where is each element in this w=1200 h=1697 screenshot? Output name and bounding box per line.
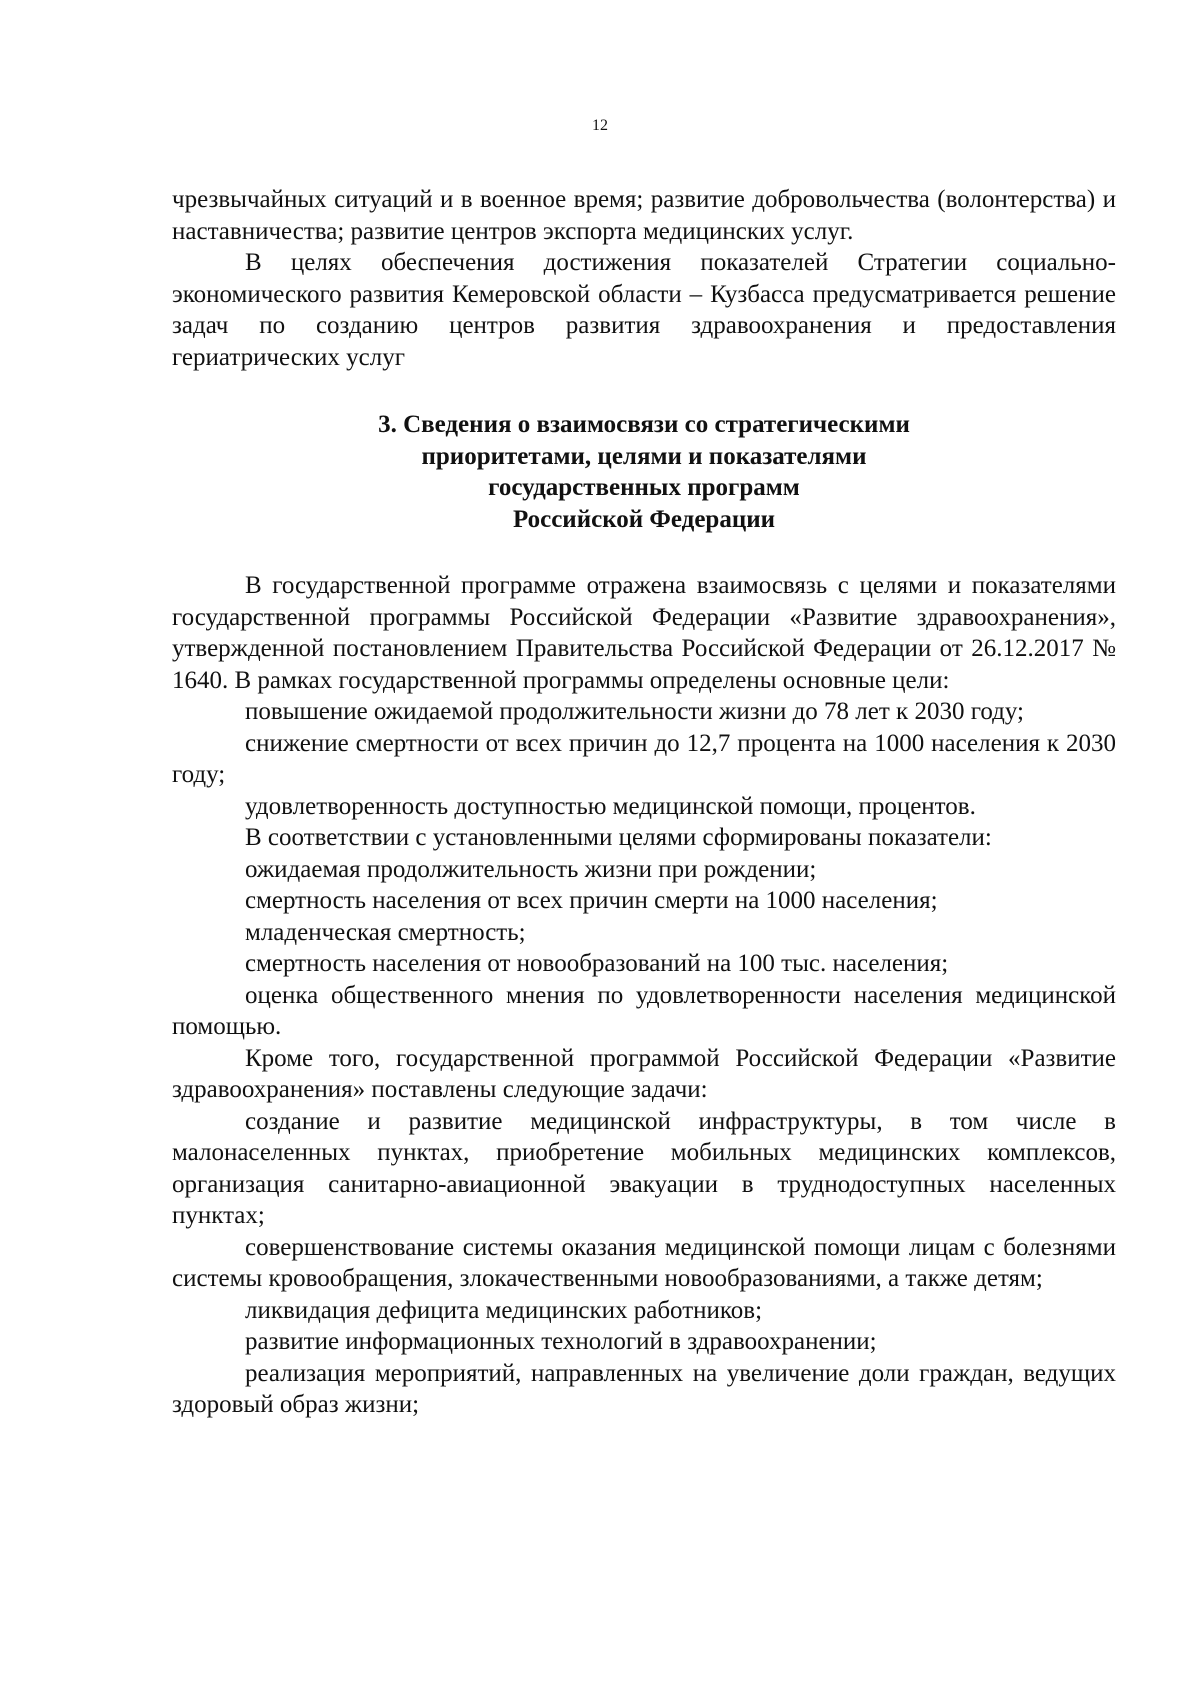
list-item: снижение смертности от всех причин до 12,7 процента на 1000 населения к 2030 году;	[172, 729, 1116, 788]
list-item: реализация мероприятий, направленных на увеличение доли граждан, ведущих здоровый образ жизни;	[172, 1359, 1116, 1418]
list-item: развитие информационных технологий в здравоохранении;	[245, 1328, 877, 1355]
list-item: смертность населения от новообразований на 100 тыс. населения;	[245, 950, 949, 977]
list-item: младенческая смертность;	[245, 918, 526, 946]
paragraph: В соответствии с установленными целями сформированы показатели:	[245, 824, 992, 851]
list-item: совершенствование системы оказания медицинской помощи лицам с болезнями системы кровообращения, злокачественными новообразованиями, а также детям;	[172, 1233, 1116, 1292]
list-item: смертность населения от всех причин смерти на 1000 населения;	[245, 887, 938, 914]
paragraph: Кроме того, государственной программой Российской Федерации «Развитие здравоохранения» поставлены следующие задачи:	[172, 1044, 1116, 1103]
section-heading-line: 3. Сведения о взаимосвязи со стратегическими	[378, 411, 910, 438]
section-heading	[172, 409, 1116, 535]
list-item: удовлетворенность доступностью медицинской помощи, процентов.	[245, 792, 976, 820]
section-heading-line: государственных программ	[488, 474, 800, 501]
section-heading-line: приоритетами, целями и показателями	[421, 442, 867, 470]
list-item: повышение ожидаемой продолжительности жизни до 78 лет к 2030 году;	[245, 698, 1024, 725]
paragraph: В целях обеспечения достижения показателей Стратегии социально-экономического развития Кемеровской области – Кузбасса предусматривается решение задач по созданию центров развития здравоохранения и предоставления гериатрических услуг	[172, 249, 1116, 371]
page-content	[172, 184, 1116, 1421]
section-heading-line: Российской Федерации	[512, 505, 776, 533]
list-item: оценка общественного мнения по удовлетворенности населения медицинской помощью.	[172, 981, 1116, 1040]
paragraph: чрезвычайных ситуаций и в военное время; развитие добровольчества (волонтерства) и наставничества; развитие центров экспорта медицинских услуг.	[172, 186, 1116, 245]
list-item: создание и развитие медицинской инфраструктуры, в том числе в малонаселенных пунктах, приобретение мобильных медицинских комплексов, организация санитарно-авиационной эвакуации в труднодоступных населенных пунктах;	[172, 1107, 1116, 1229]
list-item: ликвидация дефицита медицинских работников;	[245, 1296, 763, 1324]
list-item: ожидаемая продолжительность жизни при рождении;	[245, 855, 817, 883]
paragraph: В государственной программе отражена взаимосвязь с целями и показателями государственной программы Российской Федерации «Развитие здравоохранения», утвержденной постановлением Правительства Российской Федерации от 26.12.2017 № 1640. В рамках государственной программы определены основные цели:	[172, 572, 1116, 694]
page-number: 12	[592, 117, 608, 134]
